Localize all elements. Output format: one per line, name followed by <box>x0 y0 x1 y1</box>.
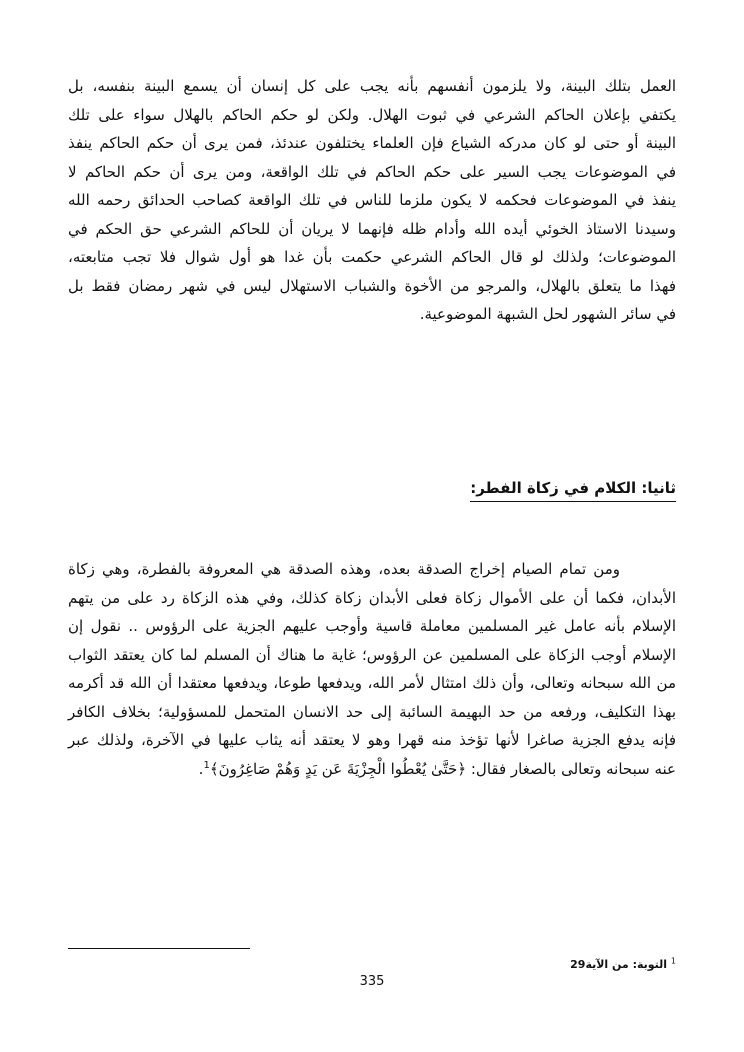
text-line: في سائر الشهور لحل الشبهة الموضوعية. <box>419 305 676 323</box>
quran-quote: ﴿حَتَّىٰ يُعْطُوا الْجِزْيَةَ عَن يَدٍ وَهُمْ صَاغِرُونَ﴾ <box>209 759 467 778</box>
text-line: الإسلام أوجب الزكاة على المسلمين عن الرؤوس؛ غاية ما هناك أن المسلم لما كان يعتقد الثواب <box>68 645 676 664</box>
paragraph-zakat-alfitr <box>68 555 676 783</box>
text-line: ومن تمام الصيام إخراج الصدقة بعده، وهذه الصدقة هي المعروفة بالفطرة، وهي زكاة <box>68 560 620 578</box>
text-line: يكتفي بإعلان الحاكم الشرعي في ثبوت الهلال. ولكن لو حكم الحاكم بالهلال سواء على تلك <box>68 105 676 124</box>
text-line: البينة أو حتى لو كان مدركه الشياع فإن العلماء يختلفون عندئذ، فمن يرى أن حكم الحاكم ينفذ <box>68 134 676 152</box>
footnote <box>570 957 676 973</box>
text-line: من الله سبحانه وتعالى، وأن ذلك امتثال لأمر الله، ويدفعها طوعا، ويدفعها معتقدا أن الله قد أكرمه <box>68 674 676 692</box>
paragraph-hilal <box>68 72 676 329</box>
text-line: فإنه يدفع الجزية صاغرا لأنها تؤخذ منه قهرا وهو لا يعتقد أنه يثاب عليها في الآخرة، ولذلك عبر <box>68 731 676 749</box>
text-line: في الموضوعات يجب السير على حكم الحاكم في تلك الواقعة، ومن يرى أن حكم الحاكم لا <box>68 162 676 181</box>
text-line: الأبدان، فكما أن على الأموال زكاة فعلى الأبدان زكاة كذلك، وفي هذه الزكاة رد على من يتهم <box>68 588 676 607</box>
text-line: الإسلام بأنه عامل غير المسلمين معاملة قاسية وأوجب عليهم الجزية على الرؤوس .. نقول إن <box>68 617 676 635</box>
text-line: فهذا ما يتعلق بالهلال، والمرجو من الأخوة والشباب الاستهلال ليس في شهر رمضان فقط بل <box>68 276 676 295</box>
text-line: وسيدنا الاستاذ الخوئي أيده الله وأدام ظله فإنهما لا يريان أن للحاكم الشرعي حق الحكم في <box>68 219 676 238</box>
footnote-separator <box>68 948 250 949</box>
text-line: الموضوعات؛ ولذلك لو قال الحاكم الشرعي حكمت بأن غدا هو أول شوال فلا تجب متابعته، <box>68 248 676 266</box>
footnote-reference[interactable]: 1 <box>203 759 210 771</box>
text-line: بهذا التكليف، ورفعه من حد البهيمة السائبة إلى حد الانسان المتحمل للمسؤولية؛ بخلاف الكافر <box>68 702 676 721</box>
footnote-text: التوبة: من الآية29 <box>570 958 668 971</box>
page-number: 335 <box>359 974 385 989</box>
text-line-with-quote <box>68 755 676 784</box>
line-suffix: . <box>198 759 204 778</box>
text-line: العمل بتلك البينة، ولا يلزمون أنفسهم بأنه يجب على كل إنسان أن يسمع البينة بنفسه، بل <box>68 77 676 95</box>
line-prefix: عنه سبحانه وتعالى بالصغار فقال: <box>466 759 676 778</box>
section-heading: ثانيا: الكلام في زكاة الفطر: <box>470 477 676 502</box>
footnote-marker: 1 <box>670 956 676 966</box>
text-line: ينفذ في الموضوعات فحكمه لا يكون ملزما للناس في تلك الواقعة كصاحب الحدائق رحمه الله <box>68 191 676 209</box>
